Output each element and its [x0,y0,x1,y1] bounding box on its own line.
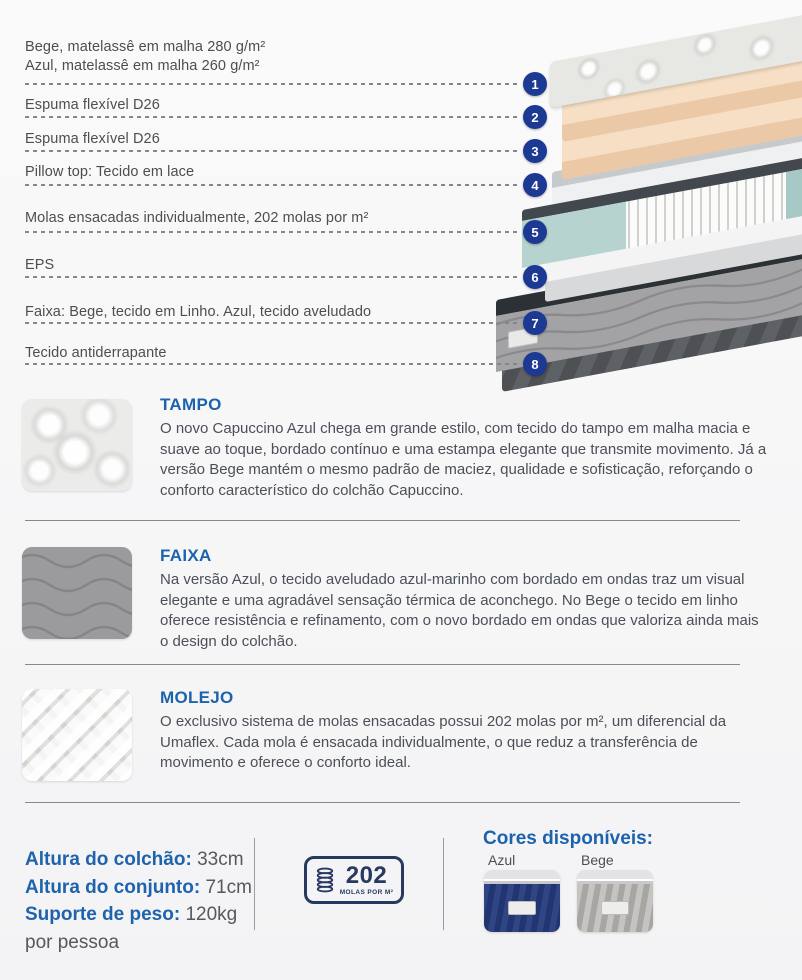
bottom-divider-right [443,838,444,930]
spec-value: 120kg [185,904,238,925]
section-divider-2 [25,664,740,665]
spec-row-mattress-height [25,846,252,874]
layer-8-label: Tecido antiderrapante [25,345,167,361]
spec-value: 33cm [197,849,244,870]
layer-7-label: Faixa: Bege, tecido em Linho. Azul, tecido aveludado [25,304,372,320]
layer-5-leader-line [25,231,521,233]
layer-6-label: EPS [25,257,55,273]
layer-1-leader-line [25,83,521,85]
layer-4-leader-line [25,184,521,186]
layer-3-label: Espuma flexível D26 [25,131,160,147]
bottom-divider-left [254,838,255,930]
badge-caption: MOLAS POR M² [339,889,394,896]
faixa-thumbnail-image [22,547,132,639]
color-option-bege-swatch[interactable] [577,870,653,932]
layer-4-label: Pillow top: Tecido em lace [25,164,195,180]
layer-2-leader-line [25,116,521,118]
layer-1-label [25,38,265,76]
tampo-thumbnail-image [22,399,132,491]
layer-5-foam-rail-right [786,167,802,219]
azul-swatch-pillow-top [484,870,560,884]
layer-1-label-line-1: Bege, matelassê em malha 280 g/m² [25,39,266,55]
azul-swatch-body [484,884,560,932]
layer-7-leader-line [25,322,521,324]
section-divider-3 [25,802,740,803]
faixa-section-title: FAIXA [160,546,212,565]
layer-3-number-badge: 3 [523,139,547,163]
bege-swatch-body [577,884,653,932]
layer-1-number-badge: 1 [523,72,547,96]
tampo-section-title: TAMPO [160,395,222,414]
badge-number: 202 [345,862,388,889]
badge-text-group [340,864,394,896]
spec-row-set-height [25,874,252,902]
layer-5-number-badge: 5 [523,220,547,244]
azul-swatch-label-tag [508,901,536,915]
molejo-section-body: O exclusivo sistema de molas ensacadas possui 202 molas por m², um diferencial da Umaflex. Cada mola é ensacada individualmente, o que reduz a transferência de movimento e oferece o conforto ideal. [160,713,727,771]
color-option-bege-label: Bege [581,852,614,868]
bege-swatch-label-tag [601,901,629,915]
spec-extra-line: por pessoa [25,931,120,953]
coil-spring-icon [315,866,335,894]
layer-7-number-badge: 7 [523,311,547,335]
color-option-azul-label: Azul [488,852,516,868]
layer-4-number-badge: 4 [523,173,547,197]
available-colors-title: Cores disponíveis: [483,828,653,849]
bege-swatch-pillow-top [577,870,653,884]
spec-label: Altura do conjunto: [25,876,201,898]
spec-list [25,846,252,956]
tampo-section-body: O novo Capuccino Azul chega em grande estilo, com tecido do tampo em malha macia e suave ao toque, bordado contínuo e uma estampa elegante que transmite movimento. Já a versão Bege mantém o mesmo padrão de maciez, qualidade e sofisticação, reforçando o conforto característico do colchão Capuccino. [160,420,767,499]
layer-6-number-badge: 6 [523,265,547,289]
layer-2-number-badge: 2 [523,105,547,129]
spec-label: Altura do colchão: [25,849,192,870]
faixa-section-body: Na versão Azul, o tecido aveludado azul-marinho com bordado em ondas traz um visual elegante e uma agradável sensação térmica de aconchego. No Bege o tecido em linho oferece resistência e refinamento, com o novo bordado em ondas que valoriza ainda mais o design do colchão. [160,571,759,650]
spec-value: 71cm [205,876,252,898]
molejo-section-title: MOLEJO [160,688,234,707]
layer-8-number-badge: 8 [523,352,547,376]
faixa-wave-pattern [22,547,132,639]
springs-count-badge [304,856,404,904]
section-divider-1 [25,520,740,521]
spec-label: Suporte de peso: [25,904,181,925]
layer-3-leader-line [25,150,521,152]
layer-6-leader-line [25,276,521,278]
color-option-azul-swatch[interactable] [484,870,560,932]
layer-5-label: Molas ensacadas individualmente, 202 molas por m² [25,210,369,226]
layer-1-label-line-2: Azul, matelassê em malha 260 g/m² [25,58,260,74]
layer-8-leader-line [25,363,521,365]
spec-row-weight-support [25,901,252,929]
layer-2-label: Espuma flexível D26 [25,97,160,113]
molejo-thumbnail-image [22,689,132,781]
